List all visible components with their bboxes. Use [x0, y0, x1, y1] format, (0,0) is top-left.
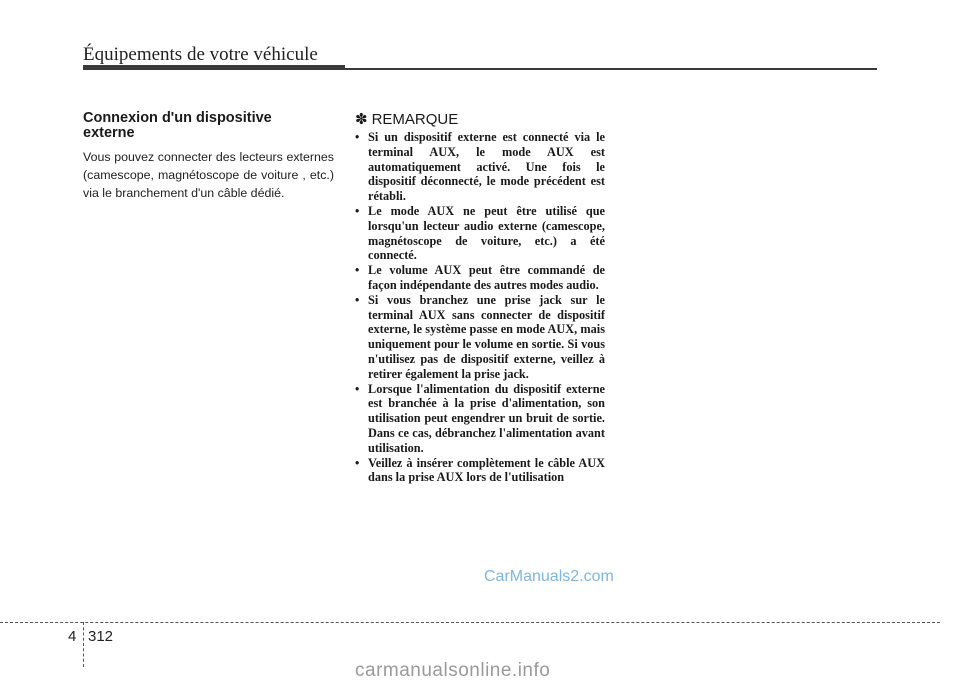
footer-divider	[83, 622, 84, 667]
header-rule-thin	[345, 68, 877, 70]
note-item-text: Si un dispositif externe est connecté via le terminal AUX, le mode AUX est automatiquement activé. Une fois le dispositif déconnecté, le mode précédent est rétabli.	[368, 130, 605, 204]
note-item	[355, 263, 605, 293]
page-header-title: Équipements de votre véhicule	[83, 44, 318, 65]
note-item	[355, 382, 605, 456]
note-heading	[355, 110, 458, 128]
note-item	[355, 456, 605, 486]
footer-site-watermark[interactable]: carmanualsonline.info	[355, 660, 551, 681]
note-list	[355, 130, 605, 485]
note-item	[355, 204, 605, 263]
bullet-icon: •	[355, 263, 360, 278]
note-item-text: Si vous branchez une prise jack sur le terminal AUX sans connecter de dispositif externe, le système passe en mode AUX, mais uniquement pour le volume en sortie. Si vous n'utilisez pas de dispositif externe, veillez à retirer également la prise jack.	[368, 292, 605, 381]
watermark-link[interactable]: CarManuals2.com	[484, 568, 614, 585]
note-item	[355, 130, 605, 204]
bullet-icon: •	[355, 130, 360, 144]
note-item-text: Veillez à insérer complètement le câble AUX dans la prise AUX lors de l'utilisation	[368, 455, 605, 485]
note-item	[355, 293, 605, 382]
page-number: 312	[88, 628, 114, 645]
header-rule-thick	[83, 65, 345, 70]
bullet-icon: •	[355, 455, 360, 470]
note-item-text: Lorsque l'alimentation du dispositif externe est branchée à la prise d'alimentation, son utilisation peut engendrer un bruit de sortie. Dans ce cas, débranchez l'alimentation avant utilisation.	[368, 381, 605, 455]
footer-rule	[0, 622, 940, 623]
section-heading: Connexion d'un dispositive externe	[83, 110, 272, 141]
section-body: Vous pouvez connecter des lecteurs externes (camescope, magnétoscope de voiture , etc.) via le branchement d'un câble dédié.	[83, 150, 334, 200]
note-item-text: Le mode AUX ne peut être utilisé que lorsqu'un lecteur audio externe (camescope, magnétoscope de voiture, etc.) a été connecté.	[368, 203, 605, 263]
note-heading-label: REMARQUE	[371, 111, 459, 128]
note-item-text: Le volume AUX peut être commandé de façon indépendante des autres modes audio.	[368, 263, 605, 292]
asterisk-icon: ✽	[355, 111, 368, 128]
bullet-icon: •	[355, 292, 360, 307]
chapter-number: 4	[68, 628, 77, 645]
bullet-icon: •	[355, 381, 360, 396]
bullet-icon: •	[355, 203, 360, 218]
